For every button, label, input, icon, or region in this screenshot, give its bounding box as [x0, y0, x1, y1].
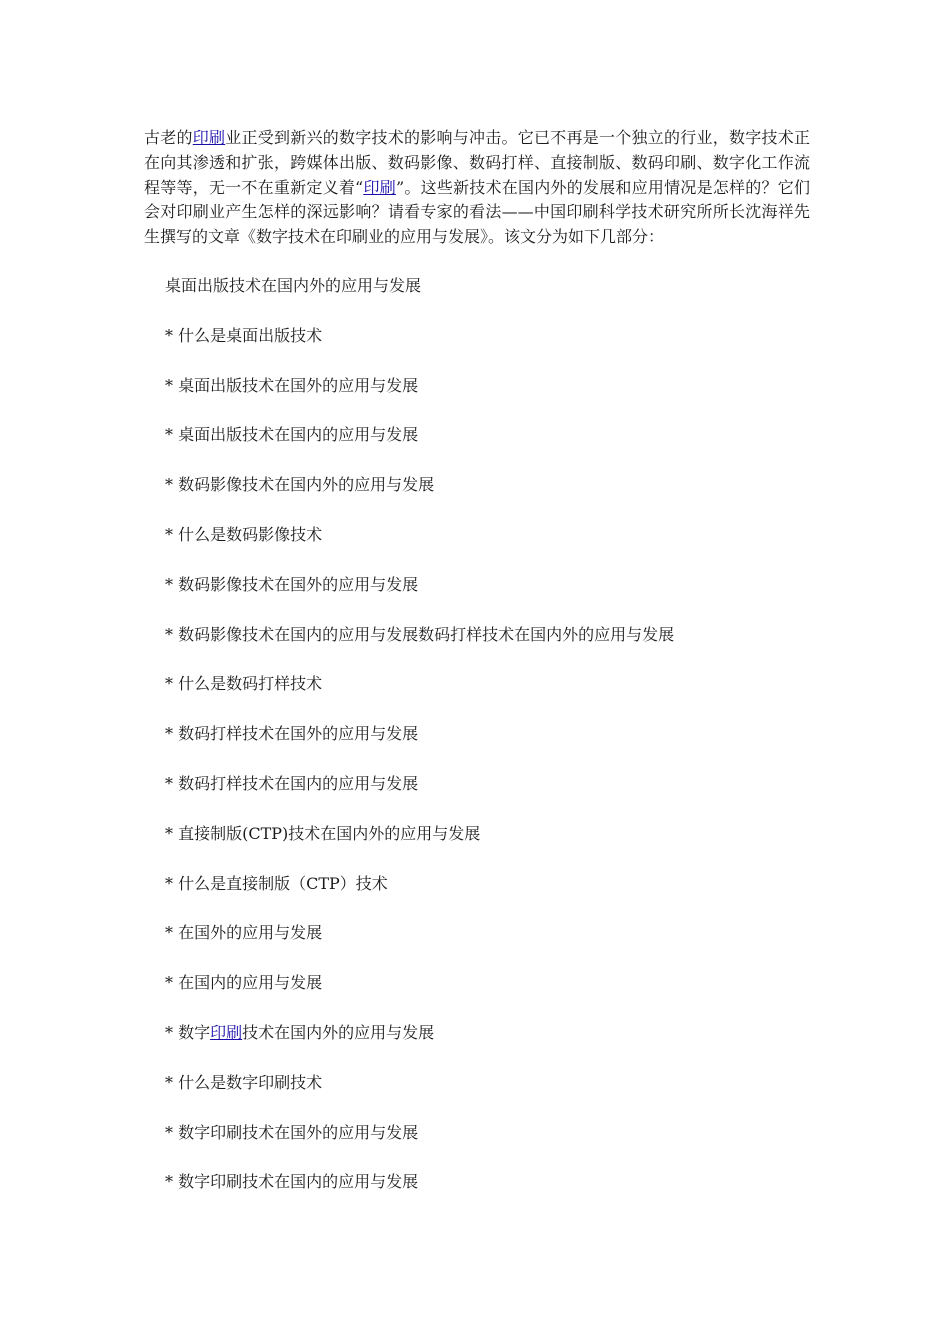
list-item: * 数码打样技术在国内的应用与发展: [165, 773, 419, 793]
list-item: * 桌面出版技术在国外的应用与发展: [165, 375, 419, 395]
list-item-text: * 数字: [165, 1022, 211, 1042]
list-item: * 什么是数码影像技术: [165, 524, 323, 544]
list-item: * 在国内的应用与发展: [165, 973, 323, 993]
list-item: * 数码影像技术在国外的应用与发展: [165, 574, 419, 594]
list-item: * 数码影像技术在国内的应用与发展数码打样技术在国内外的应用与发展: [165, 624, 675, 644]
list-item: * 桌面出版技术在国内的应用与发展: [165, 425, 419, 445]
printing-link[interactable]: 印刷: [192, 128, 226, 147]
list-item: * 数字印刷技术在国外的应用与发展: [165, 1122, 419, 1142]
intro-text-3: ”。这些新技术在国内外的发展和应用情况是怎样的？它们会对印刷业产生怎样的深远影响？请看专家的看法——中国印刷科学技术研究所所长沈海祥先生撰写的文章《数字技术在印刷业的应用与发展》。该文分为如下几部分：: [144, 177, 810, 247]
list-item: * 数字印刷技术在国内的应用与发展: [165, 1172, 419, 1192]
list-item: * 在国外的应用与发展: [165, 923, 323, 943]
list-item: [165, 1021, 805, 1071]
section-list: [165, 274, 805, 1220]
list-item: * 数码影像技术在国内外的应用与发展: [165, 475, 435, 495]
list-item: * 直接制版(CTP)技术在国内外的应用与发展: [165, 823, 481, 843]
list-item: * 什么是数码打样技术: [165, 674, 323, 694]
printing-link[interactable]: 印刷: [210, 1022, 243, 1042]
intro-text-1: 古老的: [144, 128, 193, 147]
list-item-text: 技术在国内外的应用与发展: [242, 1022, 435, 1042]
intro-paragraph: [144, 126, 810, 250]
list-item: * 数码打样技术在国外的应用与发展: [165, 724, 419, 744]
list-item: * 什么是直接制版（CTP）技术: [165, 873, 388, 893]
intro-text-2: 业正受到新兴的数字技术的影响与冲击。它已不再是一个独立的行业，数字技术正在向其渗透和扩张，跨媒体出版、数码影像、数码打样、直接制版、数码印刷、数字化工作流程等等，无一不在重新定义着“: [144, 128, 810, 197]
section-heading: 桌面出版技术在国内外的应用与发展: [165, 276, 422, 295]
printing-link[interactable]: 印刷: [363, 177, 396, 197]
list-item: * 什么是桌面出版技术: [165, 325, 323, 345]
list-item: * 什么是数字印刷技术: [165, 1072, 323, 1092]
